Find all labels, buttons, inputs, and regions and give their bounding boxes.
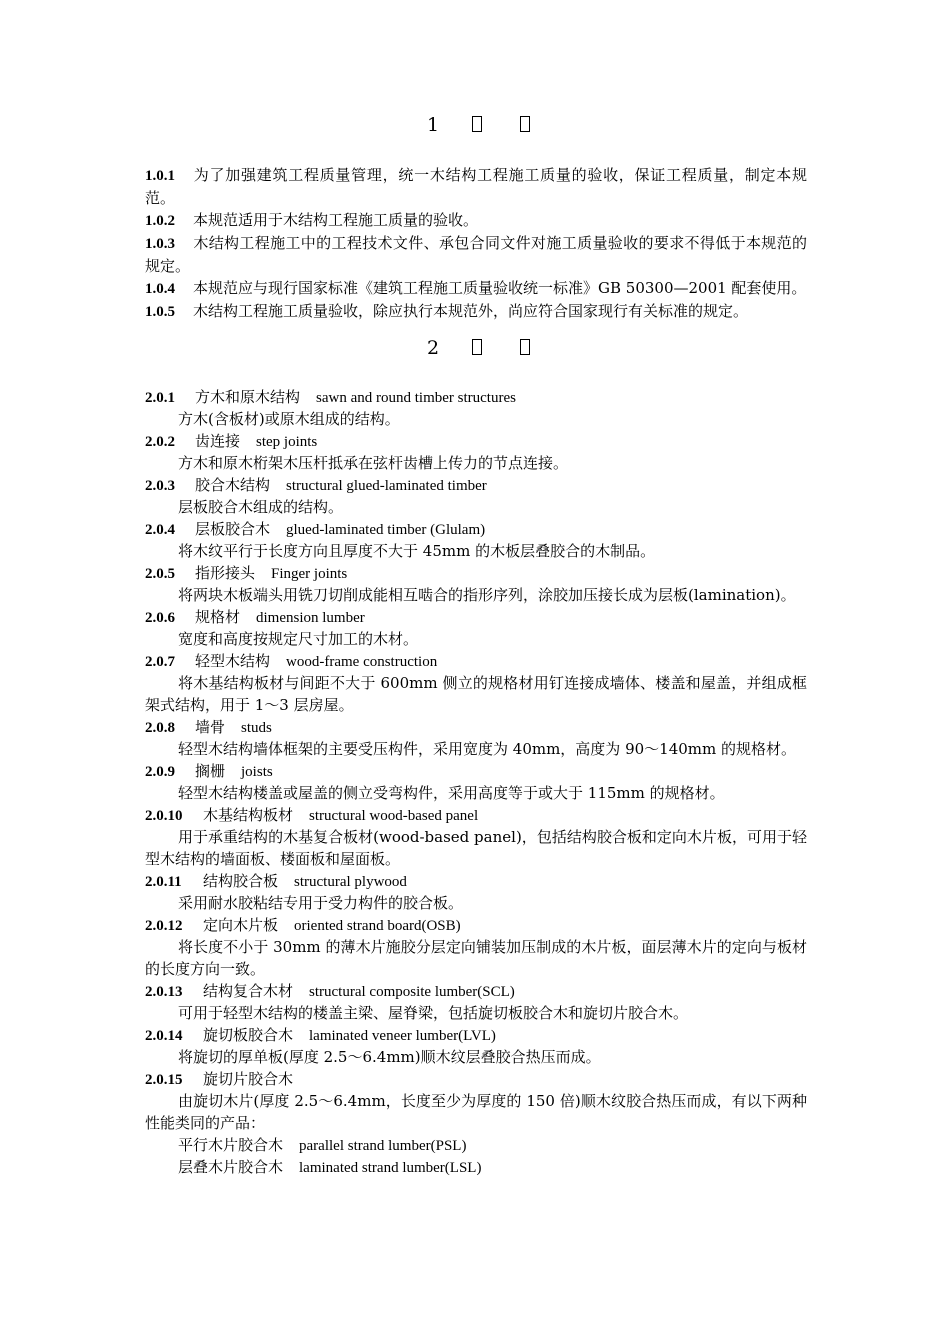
clause-text: 木结构工程施工质量验收，除应执行本规范外，尚应符合国家现行有关标准的规定。 — [193, 302, 749, 320]
term-heading — [145, 518, 807, 540]
term-heading — [145, 716, 807, 738]
chapter-2-body — [145, 386, 807, 1178]
term-en: sawn and round timber structures — [316, 390, 516, 406]
term-heading — [145, 804, 807, 826]
term-definition: 将两块木板端头用铣刀切削成能相互啮合的指形序列，涂胶加压接长成为层板(lamination)。 — [178, 586, 796, 604]
chapter-2-heading — [0, 337, 950, 359]
term-number: 2.0.4 — [145, 522, 175, 538]
term-number: 2.0.3 — [145, 478, 175, 494]
chapter-number: 2 — [426, 337, 440, 359]
clause — [145, 164, 807, 209]
chapter-number: 1 — [426, 114, 440, 136]
term-number: 2.0.7 — [145, 654, 175, 670]
term-heading — [145, 430, 807, 452]
term-definition: 将旋切的厚单板(厚度 2.5～6.4mm)顺木纹层叠胶合热压而成。 — [178, 1048, 601, 1066]
term-definition: 轻型木结构楼盖或屋盖的侧立受弯构件，采用高度等于或大于 115mm 的规格材。 — [178, 784, 725, 802]
term-zh: 方木和原木结构 — [195, 388, 301, 406]
term-number: 2.0.15 — [145, 1072, 183, 1088]
clause-text: 本规范适用于木结构工程施工质量的验收。 — [193, 211, 479, 229]
term-zh: 搁栅 — [195, 762, 226, 780]
term-en: studs — [241, 720, 272, 736]
term-zh: 规格材 — [195, 608, 241, 626]
term-heading — [145, 760, 807, 782]
clause-number: 1.0.4 — [145, 281, 175, 297]
term-en: structural wood-based panel — [309, 808, 479, 824]
term-en: structural plywood — [294, 874, 407, 890]
term-zh: 结构胶合板 — [203, 872, 279, 890]
term-number: 2.0.14 — [145, 1028, 183, 1044]
term-zh: 层板胶合木 — [195, 520, 271, 538]
term-en: joists — [241, 764, 273, 780]
term-number: 2.0.13 — [145, 984, 183, 1000]
term-zh: 墙骨 — [195, 718, 226, 736]
term-number: 2.0.9 — [145, 764, 175, 780]
term-zh: 齿连接 — [195, 432, 241, 450]
missing-glyph-icon — [520, 339, 530, 355]
term-en: oriented strand board(OSB) — [294, 918, 461, 934]
term-en: step joints — [256, 434, 318, 450]
term-number: 2.0.8 — [145, 720, 175, 736]
chapter-1-heading — [0, 114, 950, 136]
term-zh: 定向木片板 — [203, 916, 279, 934]
clause — [145, 232, 807, 277]
product-zh: 层叠木片胶合木 — [178, 1158, 284, 1176]
term-number: 2.0.2 — [145, 434, 175, 450]
term-zh: 结构复合木材 — [203, 982, 294, 1000]
term-number: 2.0.11 — [145, 874, 182, 890]
term-en: structural glued-laminated timber — [286, 478, 487, 494]
term-number: 2.0.12 — [145, 918, 183, 934]
missing-glyph-icon — [472, 116, 482, 132]
term-definition: 层板胶合木组成的结构。 — [178, 498, 344, 516]
clause-number: 1.0.5 — [145, 304, 175, 320]
product-en: laminated strand lumber(LSL) — [299, 1160, 482, 1176]
term-definition: 轻型木结构墙体框架的主要受压构件，采用宽度为 40mm，高度为 90～140mm 的规格材。 — [178, 740, 797, 758]
term-en: dimension lumber — [256, 610, 365, 626]
term-heading — [145, 562, 807, 584]
term-definition: 采用耐水胶粘结专用于受力构件的胶合板。 — [178, 894, 464, 912]
term-number: 2.0.6 — [145, 610, 175, 626]
term-heading — [145, 980, 807, 1002]
term-definition: 将长度不小于 30mm 的薄木片施胶分层定向铺装加压制成的木片板，面层薄木片的定向与板材的长度方向一致。 — [145, 938, 807, 978]
term-zh: 指形接头 — [195, 564, 256, 582]
term-zh: 旋切板胶合木 — [203, 1026, 294, 1044]
term-definition: 将木基结构板材与间距不大于 600mm 侧立的规格材用钉连接成墙体、楼盖和屋盖，并组成框架式结构，用于 1～3 层房屋。 — [145, 674, 807, 714]
term-definition: 可用于轻型木结构的楼盖主梁、屋脊梁，包括旋切板胶合木和旋切片胶合木。 — [178, 1004, 689, 1022]
term-number: 2.0.5 — [145, 566, 175, 582]
clause-number: 1.0.3 — [145, 236, 175, 252]
term-definition: 将木纹平行于长度方向且厚度不大于 45mm 的木板层叠胶合的木制品。 — [178, 542, 656, 560]
term-number: 2.0.10 — [145, 808, 183, 824]
term-definition: 宽度和高度按规定尺寸加工的木材。 — [178, 630, 419, 648]
term-zh: 胶合木结构 — [195, 476, 271, 494]
product-zh: 平行木片胶合木 — [178, 1136, 284, 1154]
term-heading — [145, 1068, 807, 1090]
clause-text: 木结构工程施工中的工程技术文件、承包合同文件对施工质量验收的要求不得低于本规范的规定。 — [145, 234, 807, 275]
product-item — [145, 1134, 807, 1156]
term-heading — [145, 606, 807, 628]
term-heading — [145, 870, 807, 892]
product-en: parallel strand lumber(PSL) — [299, 1138, 467, 1154]
term-heading — [145, 1024, 807, 1046]
clause-text: 为了加强建筑工程质量管理，统一木结构工程施工质量的验收，保证工程质量，制定本规范。 — [145, 166, 807, 207]
term-en: structural composite lumber(SCL) — [309, 984, 515, 1000]
term-definition: 方木(含板材)或原木组成的结构。 — [178, 410, 400, 428]
term-zh: 旋切片胶合木 — [203, 1070, 294, 1088]
product-item — [145, 1156, 807, 1178]
term-number: 2.0.1 — [145, 390, 175, 406]
term-heading — [145, 914, 807, 936]
clause-number: 1.0.1 — [145, 168, 175, 184]
term-zh: 轻型木结构 — [195, 652, 271, 670]
clause — [145, 300, 807, 323]
term-en: laminated veneer lumber(LVL) — [309, 1028, 496, 1044]
term-zh: 木基结构板材 — [203, 806, 294, 824]
chapter-1-body — [145, 164, 807, 323]
term-en: Finger joints — [271, 566, 348, 582]
term-definition: 用于承重结构的木基复合板材(wood-based panel)，包括结构胶合板和定向木片板，可用于轻型木结构的墙面板、楼面板和屋面板。 — [145, 828, 807, 868]
term-heading — [145, 386, 807, 408]
missing-glyph-icon — [472, 339, 482, 355]
term-en: glued-laminated timber (Glulam) — [286, 522, 486, 538]
term-heading — [145, 650, 807, 672]
term-definition: 由旋切木片(厚度 2.5～6.4mm，长度至少为厚度的 150 倍)顺木纹胶合热压而成，有以下两种性能类同的产品： — [145, 1092, 807, 1132]
clause-text: 本规范应与现行国家标准《建筑工程施工质量验收统一标准》GB 50300—2001 配套使用。 — [193, 279, 807, 297]
term-heading — [145, 474, 807, 496]
term-definition: 方木和原木桁架木压杆抵承在弦杆齿槽上传力的节点连接。 — [178, 454, 569, 472]
clause — [145, 209, 807, 232]
missing-glyph-icon — [520, 116, 530, 132]
clause-number: 1.0.2 — [145, 213, 175, 229]
clause — [145, 277, 807, 300]
term-en: wood-frame construction — [286, 654, 438, 670]
